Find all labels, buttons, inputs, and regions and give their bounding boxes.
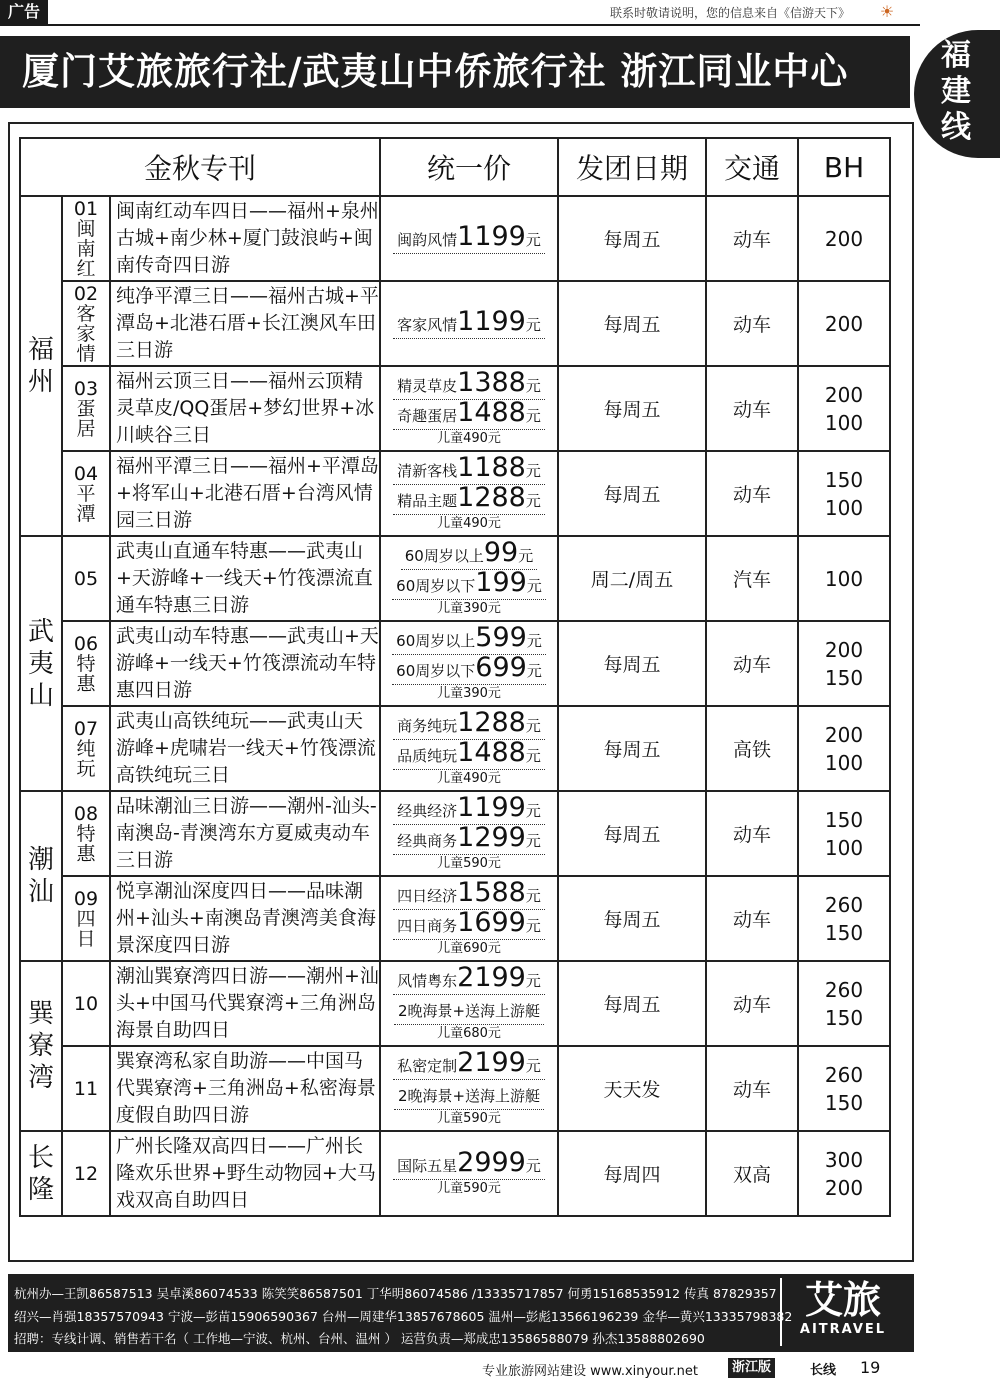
route-tag: 平 潭 (76, 482, 96, 525)
route-number-cell (62, 791, 110, 876)
price-line-2 (394, 1080, 544, 1110)
departure-date: 周二/周五 (558, 536, 706, 621)
bh-value-1: 200 (824, 722, 864, 747)
price-label: 风情粤东 (397, 971, 458, 990)
price-line-1 (393, 366, 545, 400)
departure-date: 每周五 (558, 621, 706, 706)
route-number-cell (62, 451, 110, 536)
route-description: 巽寮湾私家自助游——中国马代巽寮湾+三角洲岛+私密海景度假自助四日游 (110, 1046, 380, 1131)
route-description: 福州平潭三日——福州+平潭岛+将军山+北港石厝+台湾风情园三日游 (110, 451, 380, 536)
price-cell (380, 706, 558, 791)
price-line-1 (393, 451, 545, 485)
bh-cell (798, 621, 890, 706)
source-note: 联系时敬请说明，您的信息来自《信游天下》 (609, 6, 850, 20)
route-description: 武夷山直通车特惠——武夷山+天游峰+一线天+竹筏漂流直通车特惠三日游 (110, 536, 380, 621)
price-line-1 (401, 536, 537, 570)
bh-value-1: 200 (824, 637, 864, 662)
price-label: 清新客栈 (397, 461, 458, 480)
section-tab (914, 30, 1000, 158)
bh-cell (798, 196, 890, 281)
price-cell (380, 876, 558, 961)
region-label: 长 隆 (27, 1142, 54, 1205)
page-footer (0, 1358, 1000, 1378)
transport: 动车 (706, 196, 798, 281)
price-unit: 元 (525, 746, 541, 765)
price-cell (380, 451, 558, 536)
route-number: 08 (73, 802, 99, 825)
price-line-1 (393, 1046, 545, 1080)
bh-cell (798, 791, 890, 876)
price-unit: 元 (526, 576, 542, 595)
route-number-cell (62, 1046, 110, 1131)
bh-value-1: 260 (824, 977, 864, 1002)
price-value: 1288 (457, 706, 526, 738)
price-unit: 元 (525, 376, 541, 395)
price-value: 1288 (457, 481, 526, 513)
price-label: 60周岁以下 (396, 661, 476, 680)
price-value: 1699 (457, 906, 526, 938)
price-label: 精品主题 (397, 491, 458, 510)
bh-value-2: 100 (824, 835, 864, 860)
header-bh: BH (798, 138, 890, 196)
price-line-2 (394, 995, 544, 1025)
bh-cell (798, 451, 890, 536)
route-tag: 蛋 居 (76, 397, 96, 440)
price-line-2 (393, 736, 545, 770)
price-value: 1299 (457, 821, 526, 853)
price-unit: 元 (525, 461, 541, 480)
transport: 动车 (706, 961, 798, 1046)
route-number-cell (62, 876, 110, 961)
route-number: 04 (73, 462, 99, 485)
route-number: 02 (73, 282, 99, 305)
price-label: 奇趣蛋居 (397, 406, 458, 425)
table-row (20, 281, 890, 366)
price-label: 客家风情 (397, 315, 458, 334)
price-unit: 元 (525, 491, 541, 510)
contacts-line-1: 杭州办—王凯86587513 吴卓溪86074533 陈笑笑86587501 丁华明86074586 /13335717857 何勇15168535912 传真 87829357 (14, 1286, 777, 1301)
price-unit: 元 (525, 406, 541, 425)
child-price: 儿童690元 (437, 940, 501, 956)
transport: 双高 (706, 1131, 798, 1216)
price-line-1 (393, 220, 545, 254)
price-value: 1199 (457, 220, 526, 252)
ad-label: 广告 (0, 0, 48, 24)
table-row (20, 196, 890, 281)
price-unit: 元 (525, 1156, 541, 1175)
price-line-2 (393, 821, 545, 855)
region-label: 潮 汕 (27, 845, 54, 907)
price-unit: 元 (525, 971, 541, 990)
price-label: 商务纯玩 (397, 716, 458, 735)
bh-cell (798, 876, 890, 961)
table-row (20, 706, 890, 791)
price-line-1 (393, 706, 545, 740)
route-number: 01 (73, 197, 99, 220)
contacts-bar (8, 1274, 914, 1352)
region-cell (20, 791, 62, 961)
price-unit: 元 (525, 831, 541, 850)
price-unit: 元 (525, 230, 541, 249)
bh-value-2: 100 (824, 750, 864, 775)
bh-cell (798, 281, 890, 366)
price-label: 四日商务 (397, 916, 458, 935)
price-cell (380, 536, 558, 621)
price-unit: 元 (526, 631, 542, 650)
departure-date: 天天发 (558, 1046, 706, 1131)
price-value: 199 (475, 566, 527, 598)
bh-cell (798, 961, 890, 1046)
price-label: 国际五星 (397, 1156, 458, 1175)
bh-value-2: 150 (824, 1005, 864, 1030)
price-unit: 元 (518, 546, 534, 565)
route-number: 12 (73, 1162, 99, 1185)
route-number-cell (62, 621, 110, 706)
bh-value-2: 200 (824, 1175, 864, 1200)
price-cell (380, 621, 558, 706)
table-row (20, 876, 890, 961)
price-value: 599 (475, 621, 527, 653)
route-tag: 纯 玩 (76, 737, 96, 780)
route-number: 05 (73, 567, 99, 590)
transport: 高铁 (706, 706, 798, 791)
price-value: 1199 (457, 791, 526, 823)
price-line-2 (392, 566, 546, 600)
page-title: 厦门艾旅旅行社/武夷山中侨旅行社 浙江同业中心 (0, 36, 910, 108)
table-body (20, 196, 890, 1216)
departure-date: 每周五 (558, 451, 706, 536)
departure-date: 每周五 (558, 706, 706, 791)
bh-value-2: 150 (824, 920, 864, 945)
transport: 动车 (706, 1046, 798, 1131)
price-value: 2199 (457, 961, 526, 993)
price-line-2 (392, 651, 546, 685)
price-unit: 元 (525, 801, 541, 820)
tour-table (19, 137, 891, 1217)
route-tag: 特 惠 (76, 822, 96, 865)
route-description: 闽南红动车四日——福州+泉州古城+南少林+厦门鼓浪屿+闽南传奇四日游 (110, 196, 380, 281)
departure-date: 每周五 (558, 366, 706, 451)
price-label: 60周岁以下 (396, 576, 476, 595)
bh-cell (798, 1046, 890, 1131)
brand-logo (780, 1278, 904, 1346)
price-value: 1488 (457, 736, 526, 768)
child-price: 儿童490元 (437, 770, 501, 786)
route-description: 武夷山高铁纯玩——武夷山天游峰+虎啸岩一线天+竹筏漂流高铁纯玩三日 (110, 706, 380, 791)
contacts-line-3: 招聘：专线计调、销售若干名（ 工作地—宁波、杭州、台州、温州 ） 运营负责—郑成忠13586588079 孙杰13588802690 (14, 1331, 705, 1346)
route-tag: 客 家 情 (76, 302, 96, 365)
price-line-2 (393, 906, 545, 940)
price-cell (380, 1046, 558, 1131)
table-row (20, 791, 890, 876)
route-number: 10 (73, 992, 99, 1015)
price-value: 2999 (457, 1146, 526, 1178)
table-row (20, 1131, 890, 1216)
price-cell (380, 281, 558, 366)
price-label: 60周岁以上 (404, 546, 484, 565)
price-value: 1199 (457, 305, 526, 337)
bh-value-2: 150 (824, 1090, 864, 1115)
price-label: 品质纯玩 (397, 746, 458, 765)
price-label: 私密定制 (397, 1056, 458, 1075)
route-description: 悦享潮汕深度四日——品味潮州+汕头+南澳岛青澳湾美食海景深度四日游 (110, 876, 380, 961)
transport: 动车 (706, 281, 798, 366)
departure-date: 每周五 (558, 196, 706, 281)
route-tag: 四 日 (76, 907, 96, 950)
bh-value-1: 300 (824, 1147, 864, 1172)
bh-cell (798, 1131, 890, 1216)
price-line-1 (393, 305, 545, 339)
route-tag: 闽 南 红 (76, 217, 96, 280)
child-price: 儿童680元 (437, 1025, 501, 1041)
price-label: 经典商务 (397, 831, 458, 850)
brand-name-cn: 艾旅 (804, 1278, 881, 1322)
contacts-line-2: 绍兴—肖强18357570943 宁波—彭苗15906590367 台州—周建华13857678605 温州—彭彪13566196239 金华—黄兴13335798382 (14, 1309, 793, 1324)
transport: 动车 (706, 451, 798, 536)
footer-section: 长线 (810, 1363, 837, 1378)
price-value: 1588 (457, 876, 526, 908)
bh-cell (798, 536, 890, 621)
footer-edition: 浙江版 (728, 1358, 775, 1378)
bh-value-1: 150 (824, 467, 864, 492)
header-transport: 交通 (706, 138, 798, 196)
price-line-2 (393, 481, 545, 515)
departure-date: 每周五 (558, 961, 706, 1046)
bh-cell (798, 366, 890, 451)
region-label: 武 夷 山 (27, 616, 54, 711)
bh-value-1: 260 (824, 892, 864, 917)
top-bar (0, 0, 920, 26)
table-row (20, 961, 890, 1046)
price-unit: 元 (525, 1056, 541, 1075)
child-price: 儿童590元 (437, 1180, 501, 1196)
region-cell (20, 1131, 62, 1216)
price-value: 99 (483, 536, 519, 568)
bh-cell (798, 706, 890, 791)
departure-date: 每周五 (558, 791, 706, 876)
region-label: 福 州 (27, 335, 54, 397)
route-number: 03 (73, 377, 99, 400)
route-number-cell (62, 961, 110, 1046)
price-cell (380, 366, 558, 451)
route-number: 09 (73, 887, 99, 910)
price-value: 1188 (457, 451, 526, 483)
route-number: 06 (73, 632, 99, 655)
route-description: 纯净平潭三日——福州古城+平潭岛+北港石厝+长江澳风车田三日游 (110, 281, 380, 366)
price-value: 1488 (457, 396, 526, 428)
price-label: 四日经济 (397, 886, 458, 905)
price-label: 2晚海景+送海上游艇 (397, 1086, 541, 1105)
bh-value-1: 260 (824, 1062, 864, 1087)
price-unit: 元 (525, 315, 541, 334)
route-description: 潮汕巽寮湾四日游——潮州+汕头+中国马代巽寮湾+三角洲岛海景自助四日 (110, 961, 380, 1046)
departure-date: 每周四 (558, 1131, 706, 1216)
price-label: 2晚海景+送海上游艇 (397, 1001, 541, 1020)
price-value: 2199 (457, 1046, 526, 1078)
price-label: 60周岁以上 (396, 631, 476, 650)
route-number: 07 (73, 717, 99, 740)
child-price: 儿童590元 (437, 855, 501, 871)
region-cell (20, 961, 62, 1131)
bh-value-2: 150 (824, 665, 864, 690)
table-header-row (20, 138, 890, 196)
header-date: 发团日期 (558, 138, 706, 196)
price-cell (380, 196, 558, 281)
header-price: 统一价 (380, 138, 558, 196)
price-cell (380, 791, 558, 876)
price-label: 精灵草皮 (397, 376, 458, 395)
region-cell (20, 536, 62, 791)
price-line-1 (393, 876, 545, 910)
table-row (20, 366, 890, 451)
bh-value-1: 200 (824, 382, 864, 407)
route-tag: 特 惠 (76, 652, 96, 695)
price-line-1 (392, 621, 546, 655)
price-cell (380, 1131, 558, 1216)
route-description: 武夷山动车特惠——武夷山+天游峰+一线天+竹筏漂流动车特惠四日游 (110, 621, 380, 706)
bh-value-1: 150 (824, 807, 864, 832)
route-description: 广州长隆双高四日——广州长隆欢乐世界+野生动物园+大马戏双高自助四日 (110, 1131, 380, 1216)
bh-value-2: 100 (824, 495, 864, 520)
route-number-cell (62, 706, 110, 791)
child-price: 儿童390元 (437, 685, 501, 701)
bh-value-1: 200 (824, 311, 864, 336)
route-description: 品味潮汕三日游——潮州-汕头-南澳岛-青澳湾东方夏威夷动车三日游 (110, 791, 380, 876)
child-price: 儿童390元 (437, 600, 501, 616)
price-unit: 元 (525, 886, 541, 905)
route-description: 福州云顶三日——福州云顶精灵草皮/QQ蛋居+梦幻世界+冰川峡谷三日 (110, 366, 380, 451)
transport: 动车 (706, 791, 798, 876)
route-number-cell (62, 196, 110, 281)
price-line-1 (393, 961, 545, 995)
route-number-cell (62, 1131, 110, 1216)
publication-logo: ☀ (879, 2, 895, 21)
section-tab-label: 福 建 线 (941, 38, 971, 145)
region-cell (20, 196, 62, 536)
footer-site: 专业旅游网站建设 www.xinyour.net (482, 1364, 699, 1379)
table-row (20, 621, 890, 706)
price-label: 闽韵风情 (397, 230, 458, 249)
child-price: 儿童590元 (437, 1110, 501, 1126)
departure-date: 每周五 (558, 876, 706, 961)
bh-value-1: 200 (824, 226, 864, 251)
route-number-cell (62, 281, 110, 366)
transport: 动车 (706, 876, 798, 961)
route-number: 11 (73, 1077, 99, 1100)
price-unit: 元 (526, 661, 542, 680)
price-line-2 (393, 396, 545, 430)
price-line-1 (393, 791, 545, 825)
price-label: 经典经济 (397, 801, 458, 820)
price-unit: 元 (525, 716, 541, 735)
child-price: 儿童490元 (437, 515, 501, 531)
price-value: 1388 (457, 366, 526, 398)
bh-value-1: 100 (824, 566, 864, 591)
table-row (20, 536, 890, 621)
page-number: 19 (860, 1358, 881, 1377)
header-route: 金秋专刊 (20, 138, 380, 196)
brand-name-en: AITRAVEL (799, 1322, 887, 1337)
price-unit: 元 (525, 916, 541, 935)
transport: 汽车 (706, 536, 798, 621)
child-price: 儿童490元 (437, 430, 501, 446)
region-label: 巽 寮 湾 (27, 999, 54, 1093)
transport: 动车 (706, 366, 798, 451)
price-value: 699 (475, 651, 527, 683)
table-row (20, 451, 890, 536)
table-row (20, 1046, 890, 1131)
route-number-cell (62, 536, 110, 621)
transport: 动车 (706, 621, 798, 706)
price-cell (380, 961, 558, 1046)
bh-value-2: 100 (824, 410, 864, 435)
price-line-1 (393, 1146, 545, 1180)
route-number-cell (62, 366, 110, 451)
departure-date: 每周五 (558, 281, 706, 366)
